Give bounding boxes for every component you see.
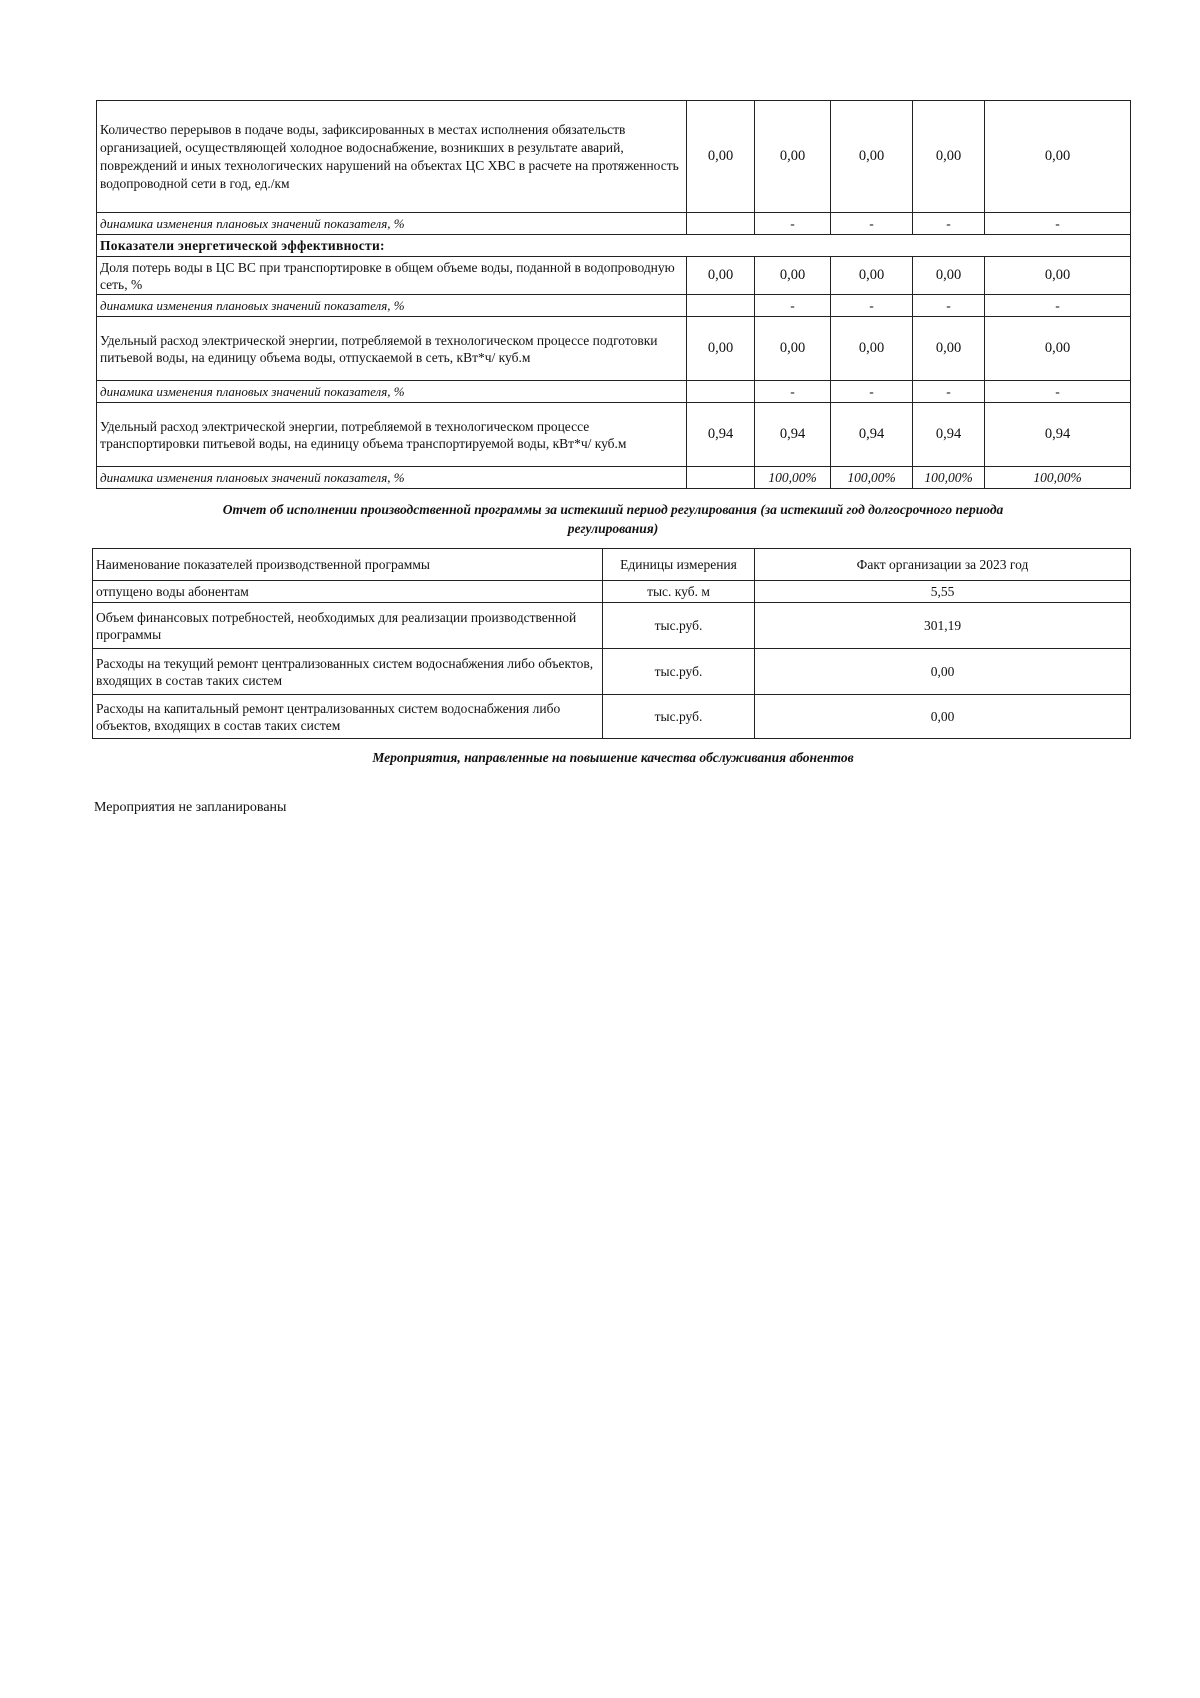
table-row [97, 317, 1131, 381]
indicator-value: 0,00 [985, 101, 1131, 213]
table-row [97, 295, 1131, 317]
indicator-label: Доля потерь воды в ЦС ВС при транспортировке в общем объеме воды, поданной в водопроводную сеть, % [97, 257, 687, 295]
indicator-value: 0,00 [755, 101, 831, 213]
dynamics-value: 100,00% [913, 467, 985, 489]
indicator-value: 0,00 [913, 317, 985, 381]
indicator-value: 0,94 [913, 403, 985, 467]
dynamics-value: - [831, 295, 913, 317]
table-row [97, 101, 1131, 213]
report-title-line: регулирования) [567, 521, 659, 536]
row-value: 0,00 [755, 695, 1131, 739]
dynamics-value: 100,00% [985, 467, 1131, 489]
indicator-value: 0,00 [913, 257, 985, 295]
table-row [97, 467, 1131, 489]
section-heading: Показатели энергетической эффективности: [97, 235, 1131, 257]
dynamics-value: - [831, 213, 913, 235]
row-name: отпущено воды абонентам [93, 581, 603, 603]
row-unit: тыс. куб. м [603, 581, 755, 603]
dynamics-label: динамика изменения плановых значений показателя, % [97, 213, 687, 235]
dynamics-label: динамика изменения плановых значений показателя, % [97, 295, 687, 317]
report-table [92, 548, 1131, 739]
dynamics-value: - [755, 295, 831, 317]
indicator-value: 0,94 [755, 403, 831, 467]
table-row [93, 695, 1131, 739]
dynamics-value: - [831, 381, 913, 403]
indicator-value: 0,94 [687, 403, 755, 467]
dynamics-value [687, 381, 755, 403]
indicator-label: Удельный расход электрической энергии, потребляемой в технологическом процессе подготовки питьевой воды, на единицу объема воды, отпускаемой в сеть, кВт*ч/ куб.м [97, 317, 687, 381]
indicator-value: 0,00 [831, 317, 913, 381]
dynamics-value: 100,00% [831, 467, 913, 489]
row-name: Расходы на капитальный ремонт централизованных систем водоснабжения либо объектов, входящих в состав таких систем [93, 695, 603, 739]
dynamics-value: - [755, 213, 831, 235]
indicator-label: Удельный расход электрической энергии, потребляемой в технологическом процессе транспортировки питьевой воды, на единицу объема транспортируемой воды, кВт*ч/ куб.м [97, 403, 687, 467]
report-title [96, 500, 1130, 538]
dynamics-value: - [985, 295, 1131, 317]
table-row [97, 381, 1131, 403]
indicator-value: 0,94 [831, 403, 913, 467]
table-row [93, 581, 1131, 603]
indicator-value: 0,00 [831, 101, 913, 213]
table-header-row [93, 549, 1131, 581]
table-row [97, 213, 1131, 235]
row-value: 5,55 [755, 581, 1131, 603]
indicator-value: 0,00 [755, 317, 831, 381]
row-name: Расходы на текущий ремонт централизованных систем водоснабжения либо объектов, входящих в состав таких систем [93, 649, 603, 695]
measures-text: Мероприятия не запланированы [94, 800, 287, 815]
dynamics-value: - [985, 381, 1131, 403]
dynamics-label: динамика изменения плановых значений показателя, % [97, 467, 687, 489]
indicator-value: 0,00 [831, 257, 913, 295]
indicator-value: 0,00 [687, 101, 755, 213]
row-name: Объем финансовых потребностей, необходимых для реализации производственной программы [93, 603, 603, 649]
dynamics-value: - [985, 213, 1131, 235]
table-row [97, 235, 1131, 257]
dynamics-value [687, 213, 755, 235]
row-value: 0,00 [755, 649, 1131, 695]
report-title-line: Отчет об исполнении производственной программы за истекший период регулирования (за истекший год долгосрочного периода [222, 502, 1004, 517]
dynamics-value: 100,00% [755, 467, 831, 489]
row-unit: тыс.руб. [603, 695, 755, 739]
indicator-value: 0,00 [985, 257, 1131, 295]
indicator-value: 0,00 [913, 101, 985, 213]
indicator-value: 0,00 [985, 317, 1131, 381]
dynamics-value [687, 295, 755, 317]
row-value: 301,19 [755, 603, 1131, 649]
indicator-value: 0,00 [687, 257, 755, 295]
table-row [93, 603, 1131, 649]
dynamics-value: - [913, 295, 985, 317]
dynamics-value [687, 467, 755, 489]
indicator-value: 0,94 [985, 403, 1131, 467]
indicators-table [96, 100, 1131, 489]
row-unit: тыс.руб. [603, 649, 755, 695]
table-row [97, 257, 1131, 295]
dynamics-value: - [913, 381, 985, 403]
dynamics-value: - [755, 381, 831, 403]
indicator-value: 0,00 [687, 317, 755, 381]
column-header: Наименование показателей производственной программы [93, 549, 603, 581]
dynamics-label: динамика изменения плановых значений показателя, % [97, 381, 687, 403]
row-unit: тыс.руб. [603, 603, 755, 649]
column-header: Единицы измерения [603, 549, 755, 581]
indicator-label: Количество перерывов в подаче воды, зафиксированных в местах исполнения обязательств организацией, осуществляющей холодное водоснабжение, возникших в результате аварий, повреждений и иных технологических нарушений на объектах ЦС ХВС в расчете на протяженность водопроводной сети в год, ед./км [97, 101, 687, 213]
column-header: Факт организации за 2023 год [755, 549, 1131, 581]
dynamics-value: - [913, 213, 985, 235]
table-row [97, 403, 1131, 467]
table-row [93, 649, 1131, 695]
indicator-value: 0,00 [755, 257, 831, 295]
measures-title: Мероприятия, направленные на повышение качества обслуживания абонентов [372, 750, 854, 765]
